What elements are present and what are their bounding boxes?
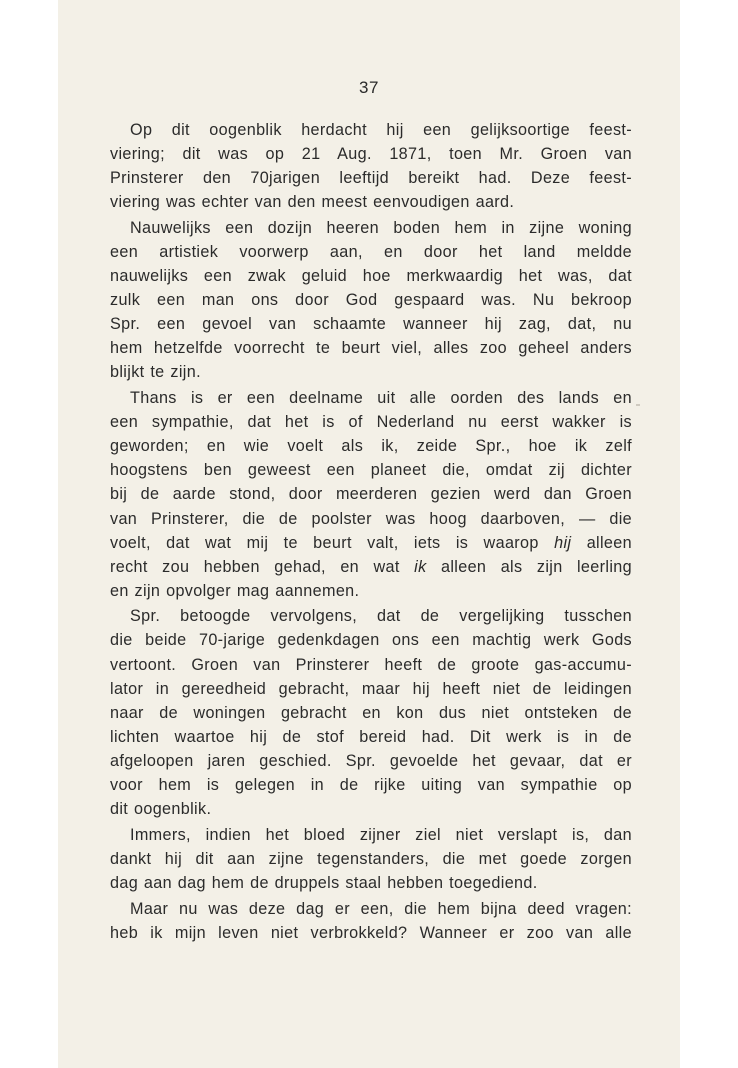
paragraph-4 (110, 604, 632, 821)
text-line: dit oogenblik. (110, 800, 212, 819)
paragraph-1 (110, 118, 632, 214)
text-line: viering; dit was op 21 Aug. 1871, toen Mr. Groen van (110, 145, 632, 164)
text-line: hem hetzelfde voorrecht te beurt viel, alles zoo geheel anders (110, 339, 632, 358)
text-line: een artistiek voorwerp aan, en door het land meldde (110, 242, 632, 261)
text-line: Thans is er een deelname uit alle oorden des lands en (130, 389, 632, 408)
text-line: Prinsterer den 70jarigen leeftijd bereikt had. Deze feest- (110, 169, 632, 188)
paragraph-3 (110, 386, 632, 603)
text-segment: voelt, dat wat mij te beurt valt, iets is waarop (110, 533, 539, 552)
text-line: een sympathie, dat het is of Nederland nu eerst wakker is (110, 413, 632, 432)
text-line: en zijn opvolger mag aannemen. (110, 581, 360, 600)
text-line: Immers, indien het bloed zijner ziel niet verslapt is, dan (130, 825, 632, 844)
page-number: 37 (359, 78, 379, 97)
text-line: geworden; en wie voelt als ik, zeide Spr., hoe ik zelf (110, 437, 632, 456)
text-line: voor hem is gelegen in de rijke uiting van sympathie op (110, 776, 632, 795)
text-line-with-emphasis (110, 531, 632, 555)
text-segment: alleen (586, 533, 632, 552)
text-line: bij de aarde stond, door meerderen gezien werd dan Groen (110, 485, 632, 504)
emphasis-hij: hij (554, 533, 572, 552)
text-line: Nauwelijks een dozijn heeren boden hem in zijne woning (130, 218, 632, 237)
book-page (58, 0, 680, 1068)
text-line: van Prinsterer, die de poolster was hoog daarboven, — die (110, 509, 632, 528)
text-line: Op dit oogenblik herdacht hij een gelijksoortige feest- (130, 121, 632, 139)
text-line: viering was echter van den meest eenvoudigen aard. (110, 193, 515, 212)
text-segment: recht zou hebben gehad, en wat (110, 557, 400, 576)
text-line: lator in gereedheid gebracht, maar hij heeft niet de leidingen (110, 679, 632, 698)
text-line: dag aan dag hem de druppels staal hebben toegediend. (110, 873, 538, 892)
text-line: vertoont. Groen van Prinsterer heeft de groote gas-accumu- (110, 655, 632, 674)
text-line: Spr. een gevoel van schaamte wanneer hij zag, dat, nu (110, 315, 632, 334)
text-line: naar de woningen gebracht en kon dus niet ontsteken de (110, 703, 632, 722)
paragraph-2 (110, 216, 632, 385)
text-line: dankt hij dit aan zijne tegenstanders, die met goede zorgen (110, 849, 632, 868)
text-line: heb ik mijn leven niet verbrokkeld? Wanneer er zoo van alle (110, 923, 632, 942)
text-line: blijkt te zijn. (110, 363, 201, 382)
text-segment: alleen als zijn leerling (440, 557, 632, 576)
text-line: zulk een man ons door God gespaard was. Nu bekroop (110, 291, 632, 310)
text-line: Maar nu was deze dag er een, die hem bijna deed vragen: (130, 899, 632, 918)
text-line: afgeloopen jaren geschied. Spr. gevoelde het gevaar, dat er (110, 751, 632, 770)
text-line: nauwelijks een zwak geluid hoe merkwaardig het was, dat (110, 267, 632, 286)
paper-speck (636, 404, 640, 406)
text-line-with-emphasis (110, 555, 632, 579)
emphasis-ik: ik (414, 557, 427, 576)
body-text (110, 118, 632, 946)
text-line: die beide 70-jarige gedenkdagen ons een machtig werk Gods (110, 631, 632, 650)
text-line: hoogstens ben geweest een planeet die, omdat zij dichter (110, 461, 632, 480)
paragraph-6 (110, 897, 632, 945)
text-line: Spr. betoogde vervolgens, dat de vergelijking tusschen (130, 607, 632, 626)
paragraph-5 (110, 823, 632, 895)
text-line: lichten waartoe hij de stof bereid had. Dit werk is in de (110, 727, 632, 746)
